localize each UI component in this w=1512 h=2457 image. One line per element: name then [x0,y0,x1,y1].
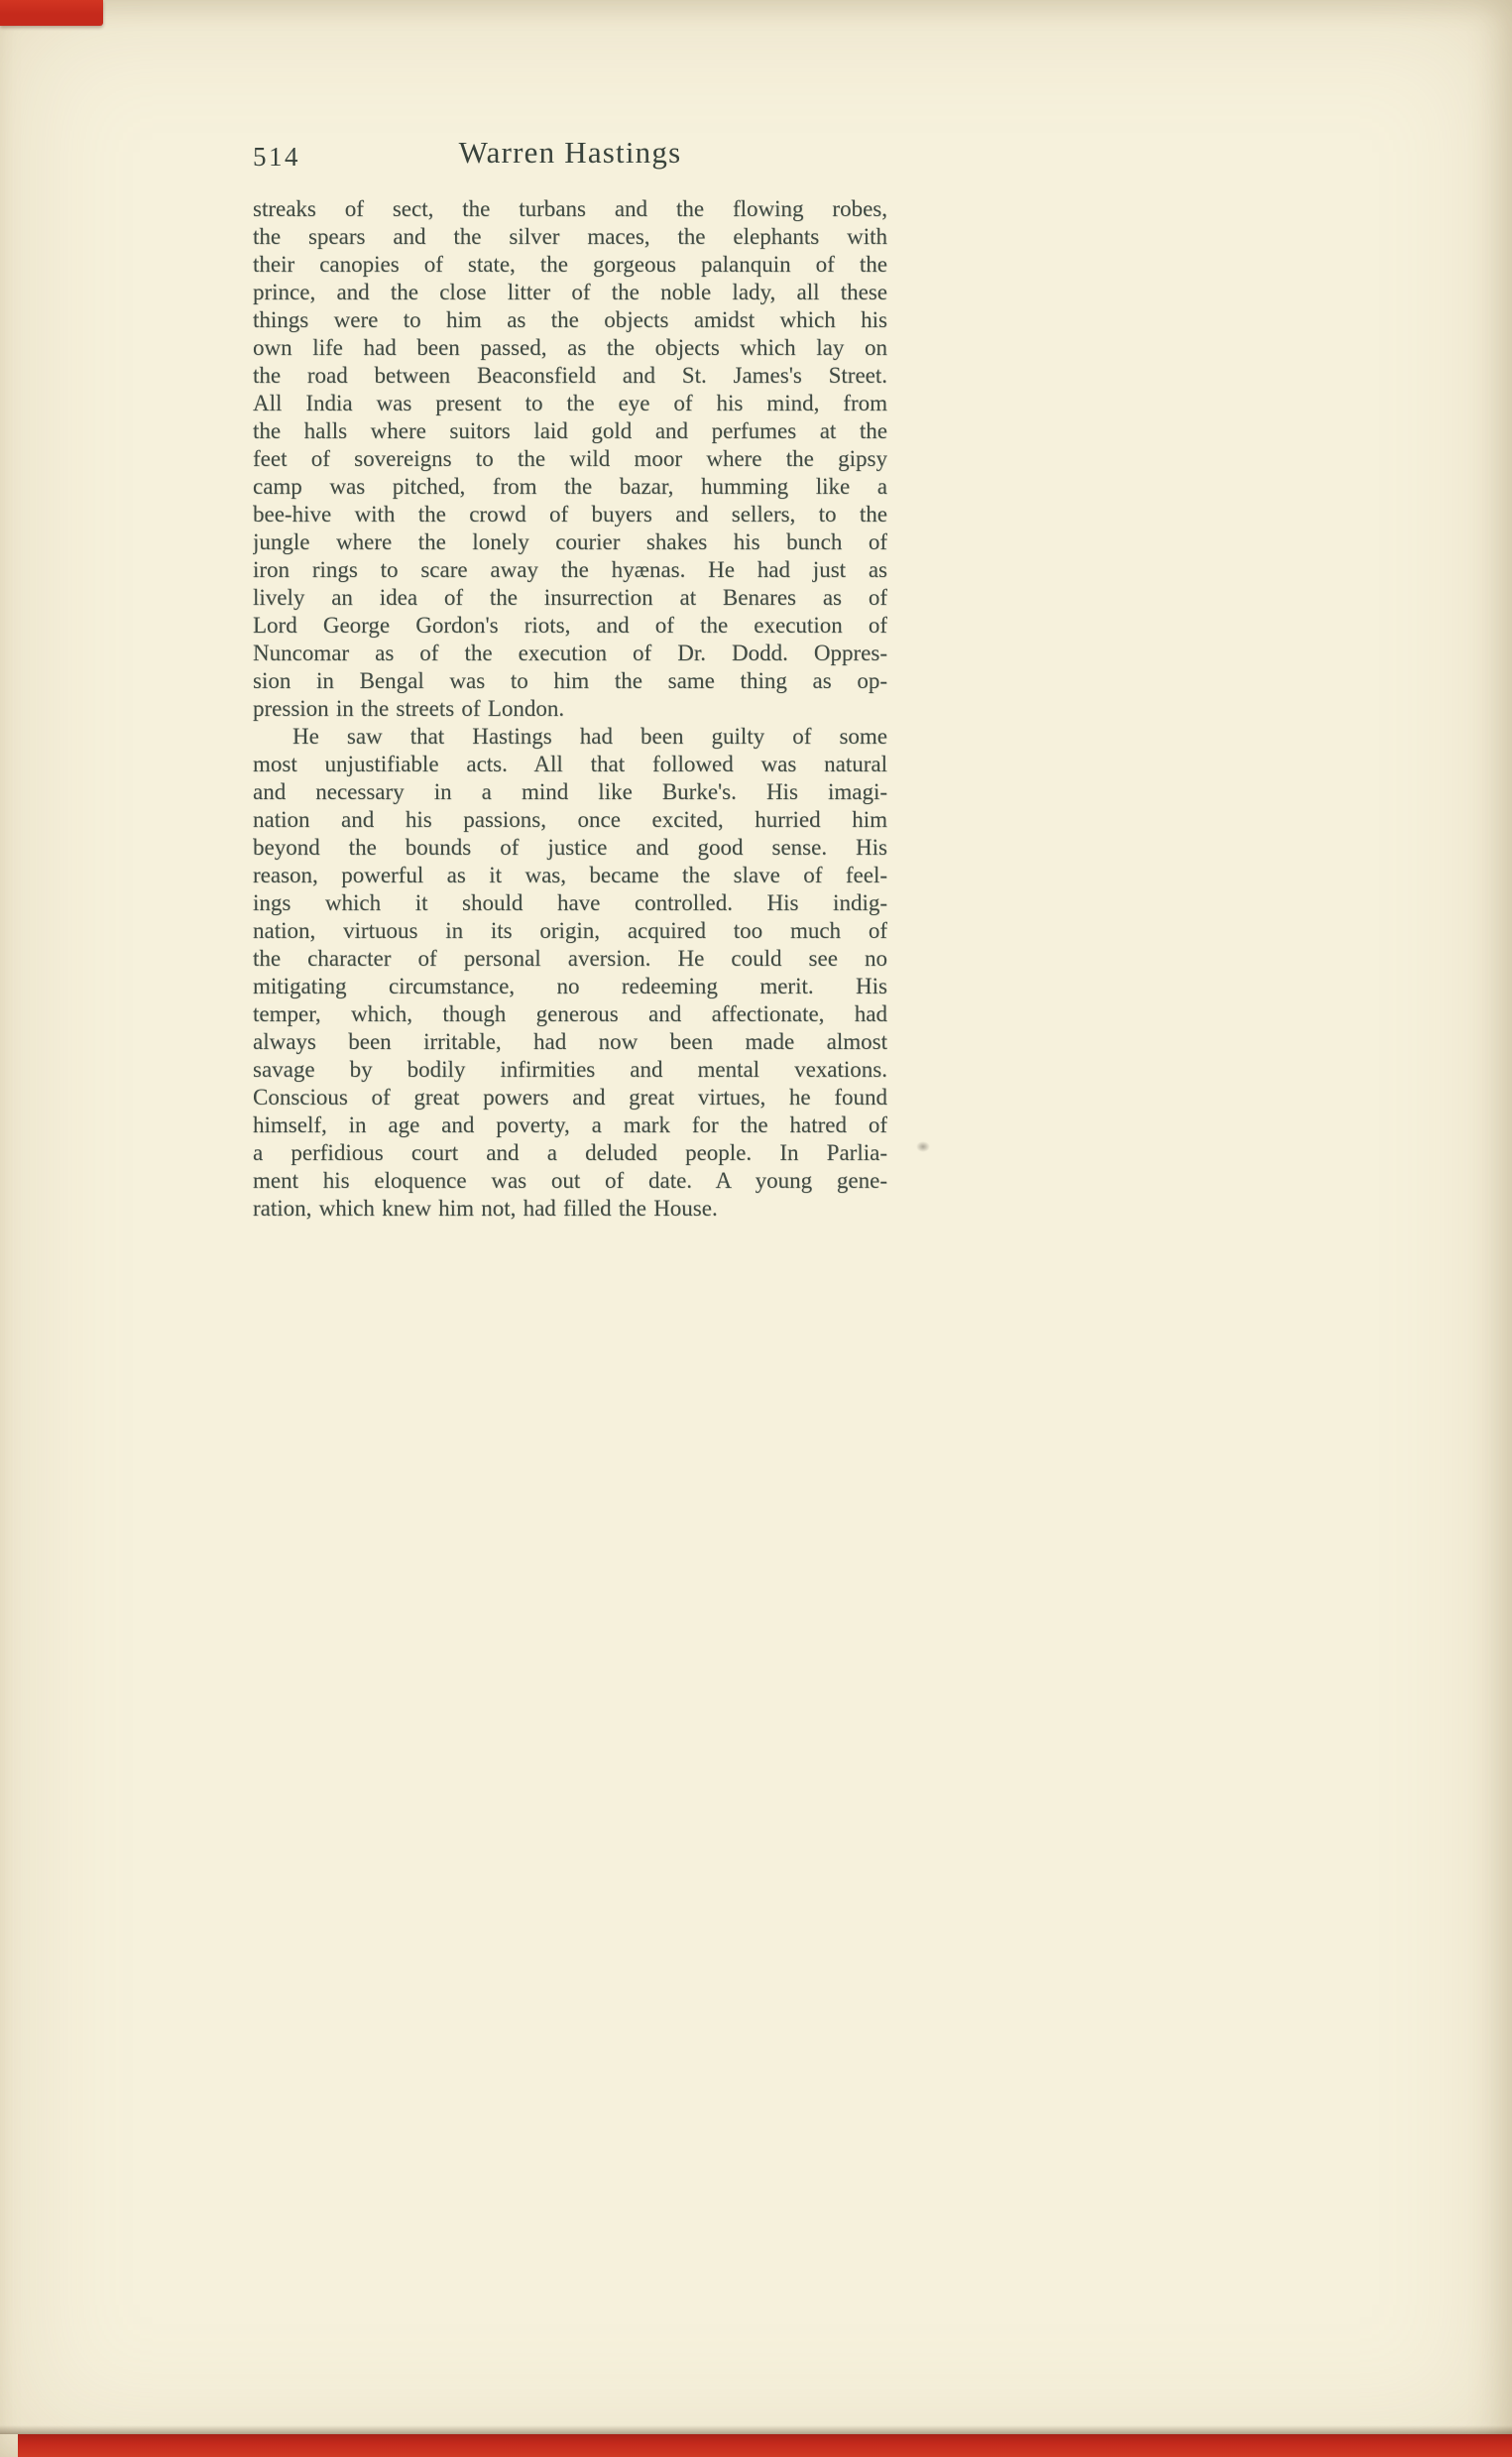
text-line: Lord George Gordon's riots, and of the execution of [253,613,887,638]
paragraph-2 [253,723,887,1223]
text-line: himself, in age and poverty, a mark for the hatred of [253,1112,887,1137]
text-line: camp was pitched, from the bazar, humming like a [253,474,887,499]
text-line: savage by bodily infirmities and mental vexations. [253,1057,887,1082]
page-bottom-shadow [0,2425,1512,2434]
text-line: and necessary in a mind like Burke's. His imagi- [253,779,887,804]
text-line: a perfidious court and a deluded people. In Parlia- [253,1140,887,1165]
text-line: ings which it should have controlled. His indig- [253,890,887,915]
text-line: feet of sovereigns to the wild moor where the gipsy [253,446,887,471]
text-line: All India was present to the eye of his mind, from [253,391,887,415]
red-cover-edge-top [0,0,103,26]
page-number: 514 [253,142,300,172]
text-line: mitigating circumstance, no redeeming merit. His [253,974,887,998]
text-line: things were to him as the objects amidst which his [253,307,887,332]
text-line: pression in the streets of London. [253,696,565,721]
text-line: iron rings to scare away the hyænas. He had just as [253,557,887,582]
text-line: their canopies of state, the gorgeous palanquin of the [253,252,887,277]
text-line: beyond the bounds of justice and good sense. His [253,835,887,860]
text-line: Nuncomar as of the execution of Dr. Dodd. Oppres- [253,641,887,665]
text-line: Conscious of great powers and great virtues, he found [253,1085,887,1110]
text-line: the road between Beaconsfield and St. James's Street. [253,363,887,388]
text-line: nation, virtuous in its origin, acquired too much of [253,918,887,943]
text-line: streaks of sect, the turbans and the flowing robes, [253,196,887,221]
text-line: ration, which knew him not, had filled the House. [253,1196,718,1221]
text-line: always been irritable, had now been made almost [253,1029,887,1054]
text-line: sion in Bengal was to him the same thing as op- [253,668,887,693]
text-line: prince, and the close litter of the noble lady, all these [253,280,887,304]
ink-smudge [916,1141,930,1152]
text-block [253,195,887,1223]
text-line: He saw that Hastings had been guilty of some [292,724,887,749]
running-title: Warren Hastings [458,135,682,170]
text-line: the halls where suitors laid gold and perfumes at the [253,418,887,443]
text-line: reason, powerful as it was, became the slave of feel- [253,863,887,887]
text-line: nation and his passions, once excited, hurried him [253,807,887,832]
text-line: ment his eloquence was out of date. A young gene- [253,1168,887,1193]
text-line: the spears and the silver maces, the elephants with [253,224,887,249]
text-line: bee-hive with the crowd of buyers and sellers, to the [253,502,887,526]
running-head [253,135,887,176]
text-line: the character of personal aversion. He could see no [253,946,887,971]
text-line: most unjustifiable acts. All that followed was natural [253,752,887,776]
text-line: jungle where the lonely courier shakes his bunch of [253,529,887,554]
text-line: temper, which, though generous and affectionate, had [253,1001,887,1026]
red-cover-edge-bottom [18,2434,1512,2457]
text-line: lively an idea of the insurrection at Benares as of [253,585,887,610]
paragraph-1 [253,195,887,723]
text-line: own life had been passed, as the objects which lay on [253,335,887,360]
